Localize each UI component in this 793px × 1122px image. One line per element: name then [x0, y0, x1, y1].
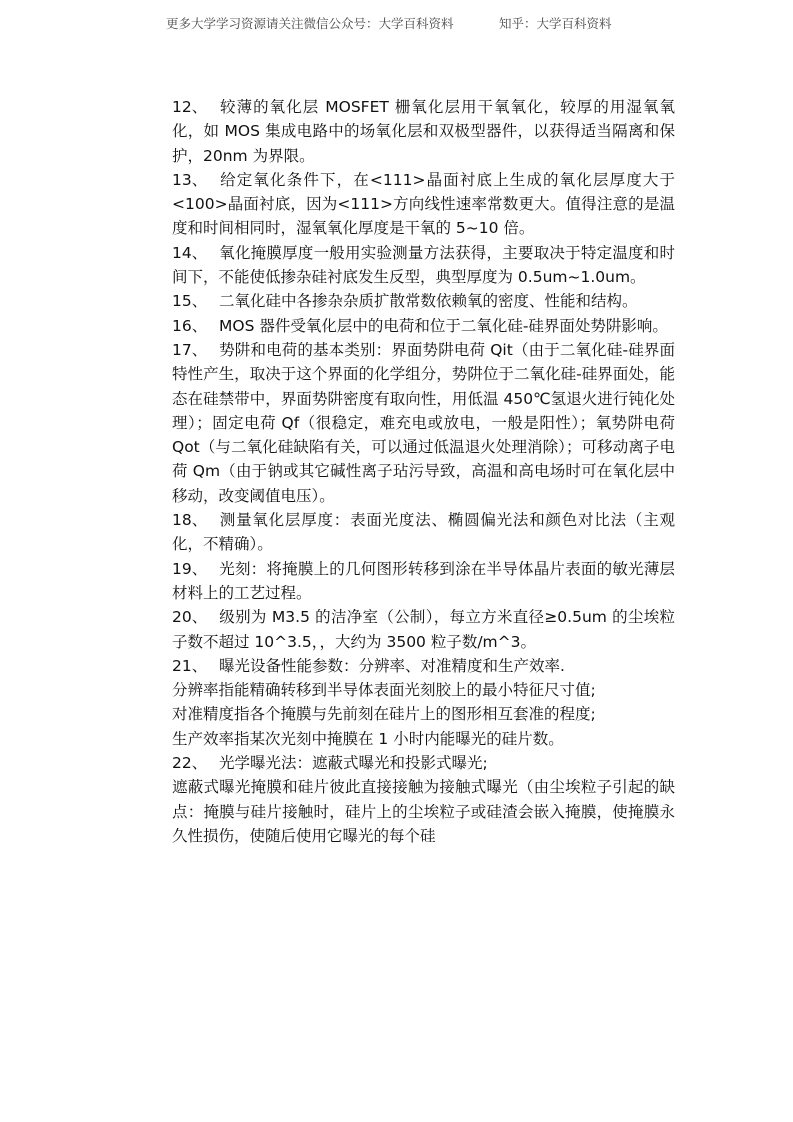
- paragraph: [172, 557, 675, 606]
- paragraph-text: 遮蔽式曝光掩膜和硅片彼此直接接触为接触式曝光（由尘埃粒子引起的缺点：掩膜与硅片接触时，硅片上的尘埃粒子或硅渣会嵌入掩膜，使掩膜永久性损伤，使随后使用它曝光的每个硅: [172, 778, 675, 845]
- item-number: 15、: [172, 292, 208, 311]
- paragraph-text: 氧化掩膜厚度一般用实验测量方法获得，主要取决于特定温度和时间下，不能使低掺杂硅衬底发生反型，典型厚度为 0.5um~1.0um。: [172, 243, 675, 287]
- paragraph: [172, 508, 675, 557]
- paragraph: [172, 241, 675, 290]
- paragraph: [172, 654, 675, 678]
- paragraph: [172, 775, 675, 848]
- paragraph-text: 光刻：将掩膜上的几何图形转移到涂在半导体晶片表面的敏光薄层材料上的工艺过程。: [172, 559, 675, 602]
- paragraph-text: 给定氧化条件下，在<111>晶面衬底上生成的氧化层厚度大于<100>晶面衬底，因为<111>方向线性速率常数更大。值得注意的是温度和时间相同时，湿氧氧化厚度是干氧的 5~10 倍。: [172, 170, 675, 238]
- paragraph: [172, 289, 675, 313]
- item-number: 20、: [172, 608, 208, 627]
- item-number: 14、: [172, 243, 208, 262]
- item-number: 22、: [172, 754, 208, 773]
- item-number: 19、: [172, 559, 208, 578]
- item-number: 18、: [172, 511, 208, 530]
- paragraph: [172, 314, 675, 338]
- paragraph-text: 势阱和电荷的基本类别：界面势阱电荷 Qit（由于二氧化硅-硅界面特性产生，取决于这个界面的化学组分，势阱位于二氧化硅-硅界面处，能态在硅禁带中，界面势阱密度有取向性，用低温 450℃氢退火进行钝化处理）；固定电荷 Qf（很稳定，难充电或放电，一般是阳性）；氧势阱电荷 Qot（与二氧化硅缺陷有关，可以通过低温退火处理消除）；可移动离子电荷 Qm（由于钠或其它碱性离子玷污导致，高温和高电场时可在氧化层中移动，改变阈值电压）。: [172, 340, 675, 505]
- paragraph-text: 级别为 M3.5 的洁净室（公制），每立方米直径≥0.5um 的尘埃粒子数不超过 10^3.5，，大约为 3500 粒子数/m^3。: [172, 608, 675, 651]
- paragraph: [172, 678, 675, 702]
- paragraph: [172, 702, 675, 726]
- item-number: 12、: [172, 98, 208, 116]
- paragraph-text: 生产效率指某次光刻中掩膜在 1 小时内能曝光的硅片数。: [172, 729, 564, 748]
- paragraph-text: 光学曝光法：遮蔽式曝光和投影式曝光;: [219, 754, 488, 773]
- paragraph-text: 分辨率指能精确转移到半导体表面光刻胶上的最小特征尺寸值;: [172, 681, 596, 700]
- paragraph: [172, 727, 675, 751]
- paragraph: [172, 168, 675, 241]
- header-wechat-note: 更多大学学习资源请关注微信公众号：大学百科资料: [166, 16, 454, 31]
- item-number: 21、: [172, 656, 208, 675]
- item-number: 13、: [172, 170, 208, 189]
- item-number: 16、: [172, 316, 208, 335]
- paragraph-text: MOS 器件受氧化层中的电荷和位于二氧化硅-硅界面处势阱影响。: [219, 316, 668, 335]
- paragraph-text: 二氧化硅中各掺杂杂质扩散常数依赖氧的密度、性能和结构。: [219, 292, 638, 311]
- paragraph: [172, 751, 675, 775]
- header-zhihu-note: 知乎：大学百科资料: [499, 16, 612, 31]
- paragraph-text: 较薄的氧化层 MOSFET 栅氧化层用干氧氧化，较厚的用湿氧氧化，如 MOS 集成电路中的场氧化层和双极型器件，以获得适当隔离和保护，20nm 为界限。: [172, 98, 675, 165]
- document-body: [172, 95, 675, 848]
- paragraph: [172, 95, 675, 168]
- paragraph: [172, 338, 675, 508]
- paragraph-text: 测量氧化层厚度：表面光度法、椭圆偏光法和颜色对比法（主观化，不精确）。: [172, 511, 675, 554]
- item-number: 17、: [172, 340, 208, 359]
- paragraph-text: 对准精度指各个掩膜与先前刻在硅片上的图形相互套准的程度;: [172, 705, 596, 724]
- paragraph: [172, 605, 675, 654]
- paragraph-text: 曝光设备性能参数：分辨率、对准精度和生产效率.: [219, 656, 565, 675]
